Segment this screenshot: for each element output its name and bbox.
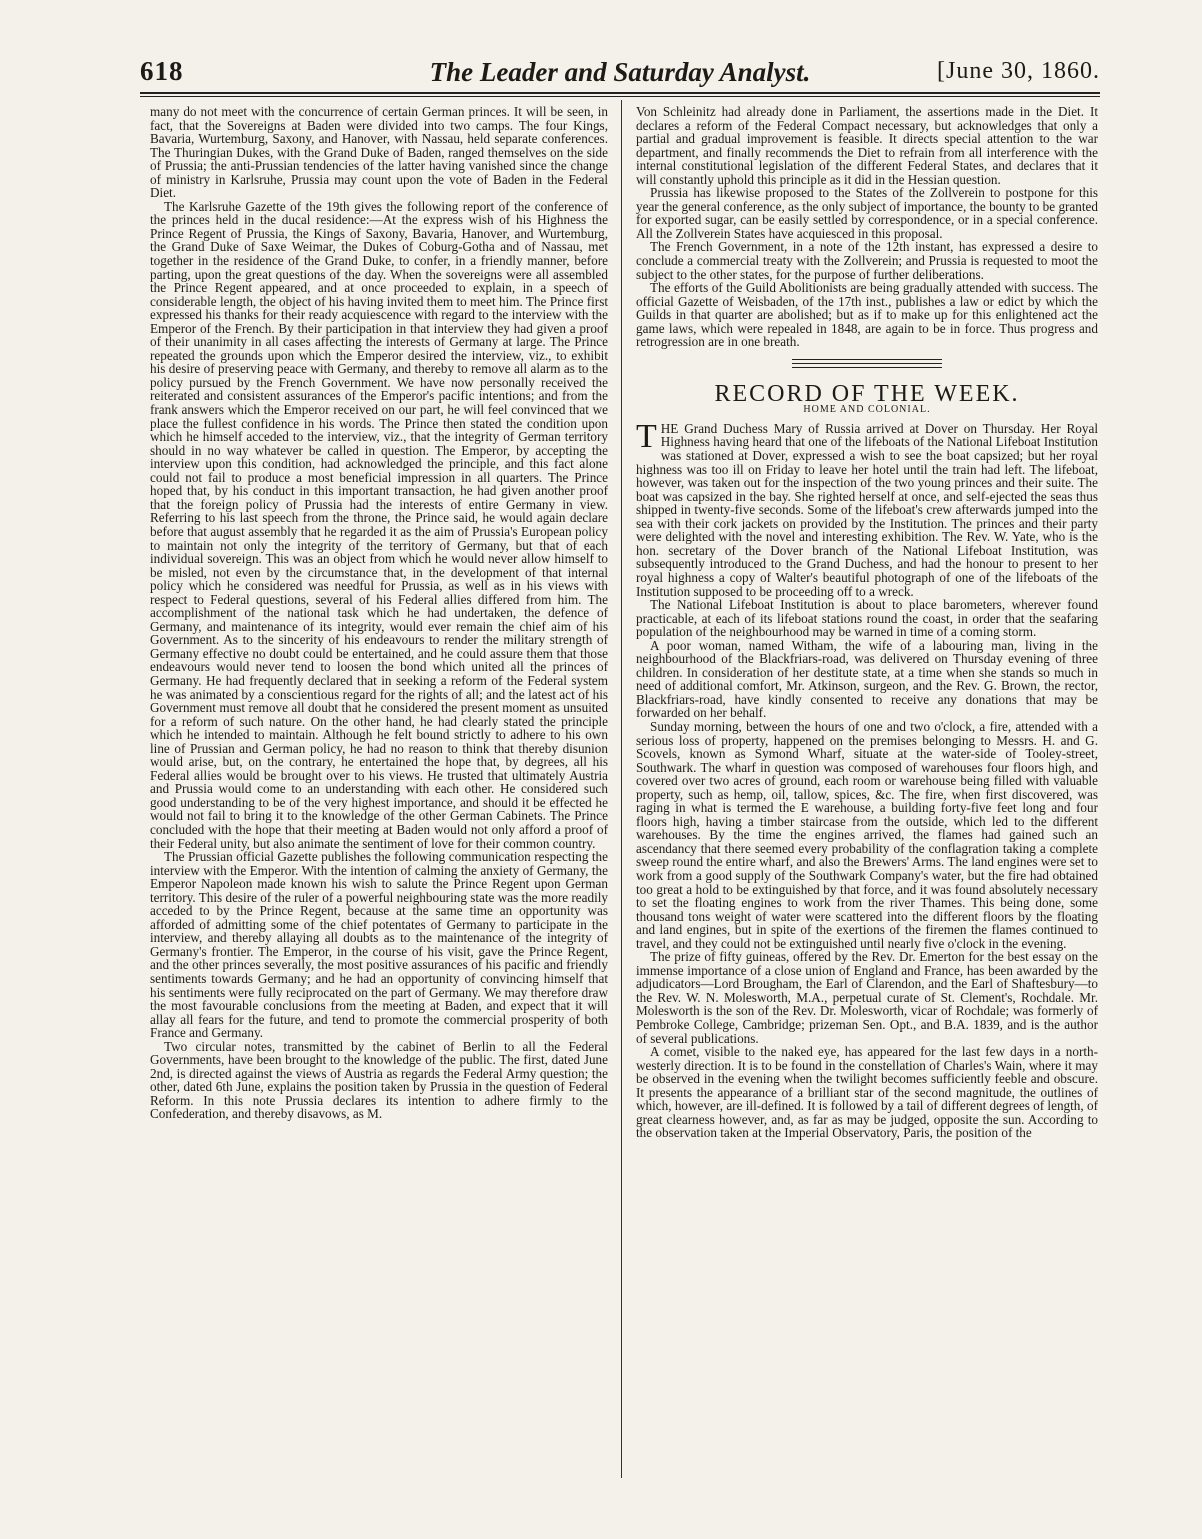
record-paragraph: A comet, visible to the naked eye, has appeared for the last few days in a north-westerly direction. It is to be found in the constellation of Charles's Wain, where it may be observed in the evening when the twilight becomes sufficiently feeble and obscure. It presents the appearance of a brilliant star of the second magnitude, the outlines of which, however, are ill-defined. It is followed by a tail of different degrees of length, of great clearness however, and, as far as may be judged, opposite the sun. According to the observation taken at the Imperial Observatory, Paris, the position of the [636,1044,1098,1141]
article-paragraph: The Prussian official Gazette publishes the following communication respecting the interview with the Emperor. With the intention of calming the anxiety of Germany, the Emperor Napoleon made known his wish to salute the Prince Regent upon German territory. This desire of the ruler of a powerful neighbouring state was the more readily acceded to by the Prince Regent, because at the same time an opportunity was afforded of admitting some of the chief potentates of Germany to participate in the interview, and thereby allaying all doubts as to the maintenance of the integrity of Germany's frontier. The Emperor, in the course of his visit, gave the Prince Regent, and the other princes severally, the most positive assurances of his pacific and friendly sentiments towards Germany; and he had an opportunity of convincing himself that his sentiments were fully reciprocated on the part of Germany. We may therefore draw the most favourable conclusions from the meeting at Baden, and expect that it will allay all fears for the future, and tend to promote the commercial prosperity of both France and Germany. [150,849,608,1041]
article-paragraph: The French Government, in a note of the 12th instant, has expressed a desire to conclude a commercial treaty with the Zollverein; and Prussia is requested to moot the subject to the other states, for the purpose of further deliberations. [636,239,1098,282]
section-heading: RECORD OF THE WEEK. [714,380,1020,407]
article-paragraph: The efforts of the Guild Abolitionists are being gradually attended with success. The official Gazette of Weisbaden, of the 17th inst., publishes a law or edict by which the Guilds in that quarter are abolished; but as if to make up for this enlightened act the game laws, which were repealed in 1848, are again to be in force. Thus progress and retrogression are in one breath. [636,280,1098,350]
article-paragraph: Von Schleinitz had already done in Parliament, the assertions made in the Diet. It declares a reform of the Federal Compact necessary, but acknowledges that only a partial and gradual improvement is feasible. It directs special attention to the war department, and finally recommends the Diet to refrain from all interference with the internal constitutional legislation of the different Federal States, and declares that it will constantly uphold this principle as it did in the Hessian question. [636,105,1098,187]
header-rule [140,92,1100,94]
article-paragraph: many do not meet with the concurrence of certain German princes. It will be seen, in fact, that the Sovereigns at Baden were divided into two camps. The four Kings, Bavaria, Wurtemburg, Saxony, and Hanover, with Nassau, held separate conferences. The Thuringian Dukes, with the Grand Duke of Baden, ranged themselves on the side of Prussia; the anti-Prussian tendencies of the latter having vanished since the change of ministry in Karlsruhe, Prussia may count upon the vote of Baden in the Federal Diet. [150,105,608,201]
record-paragraph-first [636,417,1098,599]
section-subheading: HOME AND COLONIAL. [803,404,931,416]
record-paragraph: Sunday morning, between the hours of one and two o'clock, a fire, attended with a serious loss of property, happened on the premises belonging to Messrs. H. and G. Scovels, known as Symond Wharf, situate at the water-side of Tooley-street, Southwark. The wharf in question was composed of warehouses four floors high, and covered over two acres of ground, each room or warehouse being filled with valuable property, such as hemp, oil, tallow, spices, &c. The fire, when first discovered, was raging in what is termed the E warehouse, a building forty-five feet long and four floors high, having a timber staircase from the outside, which led to the different warehouses. By the time the engines arrived, the flames had gained such an ascendancy that there seemed every probability of the conflagration taking a complete sweep round the entire wharf, and also the Brewers' Arms. The land engines were set to work from a good supply of the Southwark Company's water, but the fire had obtained too great a hold to be extinguished by that force, and it was found absolutely necessary to set the floating engines to work from the river Thames. This being done, some thousand tons weight of water were scattered into the different floors by the floating and land engines, but in spite of the exertions of the firemen the flames continued to travel, and they could not be extinguished until nearly five o'clock in the evening. [636,718,1098,951]
column-divider [621,100,622,1478]
page-header [140,56,1100,96]
masthead-title: The Leader and Saturday Analyst. [429,57,811,87]
record-paragraph: The prize of fifty guineas, offered by the Rev. Dr. Emerton for the best essay on the immense importance of a close union of England and France, has been awarded by the adjudicators—Lord Brougham, the Earl of Clarendon, and the Earl of Shaftesbury—to the Rev. W. N. Molesworth, M.A., perpetual curate of St. Clement's, Rochdale. Mr. Molesworth is the son of the Rev. Dr. Molesworth, vicar of Rochdale; was formerly of Pembroke College, Cambridge; prizeman Sen. Opt., and B.A. 1839, and is the author of several publications. [636,949,1098,1046]
left-column [150,105,608,1481]
record-paragraph-text: HE Grand Duchess Mary of Russia arrived at Dover on Thursday. Her Royal Highness having heard that one of the lifeboats of the National Lifeboat Institution was stationed at Dover, expressed a wish to see the boat capsized; but her royal highness was too ill on Friday to leave her hotel until the train had left. The lifeboat, however, was taken out for the inspection of the two young princes and their suite. The boat was capsized in the bay. She righted herself at once, and self-ejected the seas thus shipped in twenty-five seconds. Some of the lifeboat's crew afterwards jumped into the sea with their cork jackets on provided by the Institution. The princes and their party were delighted with the novel and interesting exhibition. The Rev. W. Yate, who is the hon. secretary of the Dover branch of the National Lifeboat Institution, was subsequently introduced to the Grand Duchess, and had the honour to present to her royal highness a copy of Walter's beautiful photograph of one of the lifeboats of the Institution supposed to be proceeding off to a wreck. [636,420,1098,599]
record-paragraph: The National Lifeboat Institution is about to place barometers, wherever found practicable, at each of its lifeboat stations round the coast, in order that the seafaring population of the neighbourhood may be warned in time of a coming storm. [636,597,1098,640]
header-rule-thin [140,96,1100,97]
record-paragraph: A poor woman, named Witham, the wife of a labouring man, living in the neighbourhood of the Blackfriars-road, was delivered on Thursday evening of three children. In consideration of her destitute state, at a time when she stands so much in need of additional comfort, Mr. Atkinson, surgeon, and the Rev. G. Brown, the rector, Blackfriars-road, have kindly consented to receive any donations that may be forwarded on her behalf. [636,637,1098,721]
article-paragraph: The Karlsruhe Gazette of the 19th gives the following report of the conference of the princes held in the ducal residence:—At the express wish of his Highness the Prince Regent of Prussia, the Kings of Saxony, Bavaria, Hanover, and Wurtemburg, the Grand Duke of Saxe Weimar, the Dukes of Coburg-Gotha and of Nassau, met together in the residence of the Grand Duke, to confer, in a friendly manner, before parting, upon the great questions of the day. When the sovereigns were all assembled the Prince Regent appeared, and at once proceeded to explain, in a speech of considerable length, the object of his having invited them to meet him. The Prince first expressed his thanks for their ready acquiescence with regard to the interview with the Emperor of the French. By their participation in that interview they had given a proof of their unanimity in all cases affecting the interests of Germany at large. The Prince repeated the grounds upon which the Emperor desired the interview, viz., to exhibit his desire of preserving peace with Germany, and thereby to remove all alarm as to the policy pursued by the French Government. We have now personally received the reiterated and consistent assurances of the Emperor's pacific intentions; and from the frank answers which the Emperor received on our part, he will feel convinced that we place the fullest confidence in his words. The Prince then stated the condition upon which he himself acceded to the interview, viz., that the integrity of German territory should in no way whatever be called in question. The Emperor, by accepting the interview upon this condition, had acknowledged the principle, and this fact alone could not fail to produce a most beneficial impression in all quarters. The Prince hoped that, by his conduct in this important transaction, he had given another proof that the foreign policy of Prussia had the interests of entire Germany in view. Referring to his last speech from the throne, the Prince said, he would again declare before that august assembly that he regarded it as the aim of Prussia's European policy to maintain not only the integrity of the territory of Germany, but that of each individual sovereign. This was an object from which he would never allow himself to be misled, not even by the circumstance that, in the development of that internal policy which he considered was needful for Prussia, as well as in his views with respect to Federal questions, several of his Federal allies differed from him. The accomplishment of the national task which he had undertaken, the defence of Germany, and maintenance of its integrity, would ever remain the chief aim of his Government. As to the sincerity of his endeavours to render the military strength of Germany effective no doubt could be entertained, and he could assure them that those endeavours would never tend to loosen the bond which united all the princes of Germany. He had frequently declared that in seeking a reform of the Federal system he was animated by a conscientious regard for the rights of all; and the latest act of his Government must remove all doubt that he considered the present moment as unsuited for a reform of such nature. On the other hand, he had clearly stated the principle which he intended to maintain. Although he felt bound strictly to adhere to his own line of Prussian and German policy, he had no reason to think that thereby disunion would arise, but, on the contrary, he entertained the hope that, by degrees, all his Federal allies would be brought over to his views. He trusted that ultimately Austria and Prussia would come to an understanding with each other. He considered such good understanding to be of the very highest importance, and should it be effected he would not fail to bring it to the knowledge of the other German Cabinets. The Prince concluded with the hope that their meeting at Baden would not only afford a proof of their Federal unity, but also animate the sentiment of love for their common country. [150,198,608,851]
drop-cap: T [636,417,657,455]
section-divider [636,359,1098,368]
issue-date: [June 30, 1860. [937,58,1100,84]
page-number: 618 [140,56,184,86]
right-column [636,105,1098,1481]
article-paragraph: Two circular notes, transmitted by the cabinet of Berlin to all the Federal Governments, have been brought to the knowledge of the public. The first, dated June 2nd, is directed against the views of Austria as regards the Federal Army question; the other, dated 6th June, explains the position taken by Prussia in the question of Federal Reform. In this note Prussia declares its intention to adhere firmly to the Confederation, and thereby disavows, as M. [150,1038,608,1122]
article-paragraph: Prussia has likewise proposed to the States of the Zollverein to postpone for this year the general conference, as the only subject of importance, the bounty to be granted for exported sugar, can be easily settled by correspondence, or in a special conference. All the Zollverein States have acquiesced in this proposal. [636,185,1098,241]
